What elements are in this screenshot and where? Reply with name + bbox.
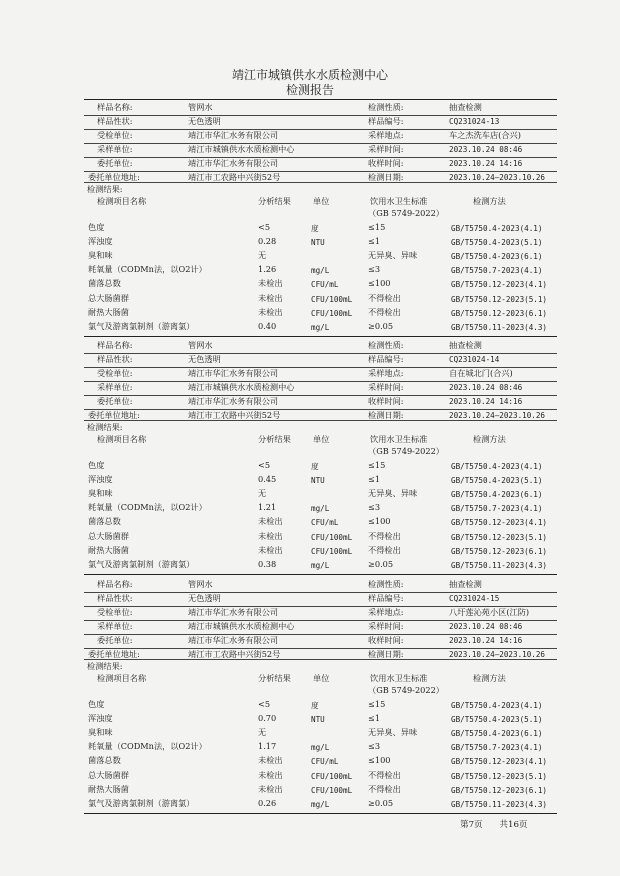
test-item: 色度 xyxy=(88,222,105,232)
test-method: GB/T5750.4-2023(5.1) xyxy=(451,238,543,247)
test-standard: 无异臭、异味 xyxy=(368,250,418,260)
test-standard: ≤15 xyxy=(368,222,386,232)
col-unit-header: 单位 xyxy=(313,196,330,206)
field-value: 2023.10.24—2023.10.26 xyxy=(449,173,546,182)
test-unit: NTU xyxy=(311,715,325,724)
test-unit: mg/L xyxy=(311,561,330,570)
test-result: 1.26 xyxy=(258,264,277,274)
test-item: 总大肠菌群 xyxy=(88,770,129,780)
test-result: 1.17 xyxy=(258,741,277,751)
test-method: GB/T5750.4-2023(4.1) xyxy=(451,701,543,710)
test-standard: ≤1 xyxy=(368,474,381,484)
test-method: GB/T5750.11-2023(4.3) xyxy=(451,800,548,809)
field-value: 抽查检测 xyxy=(449,340,482,350)
test-item: 耗氧量（CODMn法，以O2计） xyxy=(88,264,207,274)
test-result: 未检出 xyxy=(258,278,283,288)
test-result: 未检出 xyxy=(258,755,283,765)
field-value: 八圩莲沁苑小区(江防) xyxy=(449,607,530,617)
test-standard: ≤100 xyxy=(368,516,391,526)
top-rule xyxy=(84,99,557,100)
test-method: GB/T5750.12-2023(5.1) xyxy=(451,533,548,542)
test-item: 耐热大肠菌 xyxy=(88,307,129,317)
col-standard-code: （GB 5749-2022） xyxy=(368,685,444,695)
test-method: GB/T5750.12-2023(5.1) xyxy=(451,772,548,781)
col-result-header: 分析结果 xyxy=(258,673,291,683)
test-unit: CFU/100mL xyxy=(311,772,353,781)
test-unit: NTU xyxy=(311,476,325,485)
test-standard: 不得检出 xyxy=(368,770,401,780)
test-standard: 不得检出 xyxy=(368,293,401,303)
test-method: GB/T5750.12-2023(6.1) xyxy=(451,309,548,318)
field-value: 靖江市工农路中兴街52号 xyxy=(188,410,281,420)
field-label: 样品性状: xyxy=(97,593,133,603)
field-label: 检测日期: xyxy=(368,410,404,420)
test-result: 0.28 xyxy=(258,236,277,246)
field-value: 靖江市城镇供水水质检测中心 xyxy=(188,144,295,154)
test-method: GB/T5750.4-2023(4.1) xyxy=(451,224,543,233)
test-unit: 度 xyxy=(311,224,319,233)
test-standard: ≤100 xyxy=(368,755,391,765)
test-result: 0.26 xyxy=(258,798,277,808)
test-unit: CFU/100mL xyxy=(311,786,353,795)
test-item: 色度 xyxy=(88,699,105,709)
header-rule xyxy=(84,182,557,183)
test-item: 总大肠菌群 xyxy=(88,293,129,303)
test-unit: CFU/mL xyxy=(311,757,339,766)
test-item: 耗氧量（CODMn法，以O2计） xyxy=(88,741,207,751)
test-result: 未检出 xyxy=(258,307,283,317)
field-value: 管网水 xyxy=(188,579,213,589)
test-method: GB/T5750.12-2023(5.1) xyxy=(451,295,548,304)
test-unit: mg/L xyxy=(311,800,330,809)
test-result: <5 xyxy=(258,699,271,709)
field-label: 检测日期: xyxy=(368,649,404,659)
field-label: 采样地点: xyxy=(368,130,404,140)
test-standard: 不得检出 xyxy=(368,784,401,794)
field-value: 管网水 xyxy=(188,340,213,350)
report-org-title: 靖江市城镇供水水质检测中心 xyxy=(231,68,388,82)
test-standard: ≤1 xyxy=(368,236,381,246)
col-unit-header: 单位 xyxy=(313,673,330,683)
test-result: 1.21 xyxy=(258,502,277,512)
test-item: 臭和味 xyxy=(88,250,113,260)
field-value: 靖江市城镇供水水质检测中心 xyxy=(188,621,295,631)
results-label: 检测结果: xyxy=(87,422,123,432)
field-value: 无色透明 xyxy=(188,116,221,126)
page-number: 第7页 xyxy=(460,820,483,830)
test-result: 无 xyxy=(258,488,267,498)
col-result-header: 分析结果 xyxy=(258,196,291,206)
field-value: 靖江市华汇水务有限公司 xyxy=(188,396,279,406)
test-unit: CFU/mL xyxy=(311,518,339,527)
field-value: 靖江市华汇水务有限公司 xyxy=(188,635,279,645)
test-item: 总大肠菌群 xyxy=(88,531,129,541)
field-label: 委托单位地址: xyxy=(88,172,140,182)
col-result-header: 分析结果 xyxy=(258,434,291,444)
field-label: 采样时间: xyxy=(368,144,404,154)
test-standard: ≥0.05 xyxy=(368,798,394,808)
field-value: 无色透明 xyxy=(188,354,221,364)
test-result: 0.40 xyxy=(258,321,277,331)
test-result: 未检出 xyxy=(258,545,283,555)
test-standard: ≥0.05 xyxy=(368,321,394,331)
test-item: 浑浊度 xyxy=(88,474,113,484)
test-unit: CFU/100mL xyxy=(311,533,353,542)
field-label: 委托单位: xyxy=(97,635,133,645)
results-label: 检测结果: xyxy=(87,661,123,671)
test-item: 菌落总数 xyxy=(88,516,121,526)
test-result: 未检出 xyxy=(258,293,283,303)
test-standard: ≤15 xyxy=(368,460,386,470)
field-value: 2023.10.24—2023.10.26 xyxy=(449,650,546,659)
field-label: 委托单位地址: xyxy=(88,649,140,659)
test-result: 无 xyxy=(258,727,267,737)
test-method: GB/T5750.12-2023(6.1) xyxy=(451,786,548,795)
page-total: 共16页 xyxy=(499,820,528,830)
field-label: 采样单位: xyxy=(97,621,133,631)
test-item: 氯气及游离氯制剂（游离氯） xyxy=(88,798,195,808)
field-label: 受检单位: xyxy=(97,130,133,140)
header-rule xyxy=(84,420,557,421)
field-value: 无色透明 xyxy=(188,593,221,603)
field-value: CQ231024-13 xyxy=(449,117,500,126)
test-unit: CFU/100mL xyxy=(311,547,353,556)
test-result: <5 xyxy=(258,460,271,470)
test-standard: 无异臭、异味 xyxy=(368,488,418,498)
test-unit: 度 xyxy=(311,701,319,710)
test-method: GB/T5750.11-2023(4.3) xyxy=(451,561,548,570)
test-item: 色度 xyxy=(88,460,105,470)
col-standard-code: （GB 5749-2022） xyxy=(368,208,444,218)
test-standard: 无异臭、异味 xyxy=(368,727,418,737)
test-result: 0.70 xyxy=(258,713,277,723)
col-standard-header: 饮用水卫生标准 xyxy=(370,196,428,206)
field-label: 样品编号: xyxy=(368,116,404,126)
section-end-rule xyxy=(84,574,557,575)
field-value: 2023.10.24—2023.10.26 xyxy=(449,411,546,420)
test-result: 未检出 xyxy=(258,516,283,526)
field-label: 收样时间: xyxy=(368,635,404,645)
header-rule xyxy=(84,659,557,660)
test-method: GB/T5750.12-2023(4.1) xyxy=(451,757,548,766)
test-item: 氯气及游离氯制剂（游离氯） xyxy=(88,321,195,331)
field-value: 靖江市华汇水务有限公司 xyxy=(188,607,279,617)
field-label: 检测日期: xyxy=(368,172,404,182)
field-label: 样品编号: xyxy=(368,593,404,603)
field-label: 受检单位: xyxy=(97,368,133,378)
test-result: 未检出 xyxy=(258,784,283,794)
page-footer xyxy=(460,818,542,830)
field-value: 2023.10.24 14:16 xyxy=(449,636,523,645)
field-value: 2023.10.24 08:46 xyxy=(449,145,523,154)
test-method: GB/T5750.4-2023(6.1) xyxy=(451,490,543,499)
field-label: 委托单位: xyxy=(97,396,133,406)
field-label: 采样单位: xyxy=(97,144,133,154)
field-label: 受检单位: xyxy=(97,607,133,617)
report-title: 检测报告 xyxy=(285,83,334,97)
test-result: 未检出 xyxy=(258,531,283,541)
test-standard: 不得检出 xyxy=(368,545,401,555)
field-label: 委托单位地址: xyxy=(88,410,140,420)
test-item: 浑浊度 xyxy=(88,236,113,246)
section-end-rule xyxy=(84,813,557,814)
test-item: 菌落总数 xyxy=(88,755,121,765)
test-standard: ≤1 xyxy=(368,713,381,723)
field-value: 靖江市华汇水务有限公司 xyxy=(188,130,279,140)
test-item: 臭和味 xyxy=(88,727,113,737)
test-standard: 不得检出 xyxy=(368,307,401,317)
test-method: GB/T5750.7-2023(4.1) xyxy=(451,504,543,513)
field-label: 采样时间: xyxy=(368,621,404,631)
field-label: 采样地点: xyxy=(368,368,404,378)
col-method-header: 检测方法 xyxy=(473,196,506,206)
field-label: 样品名称: xyxy=(97,340,133,350)
field-value: 自在城北门(合兴) xyxy=(449,368,513,378)
test-item: 浑浊度 xyxy=(88,713,113,723)
field-label: 样品性状: xyxy=(97,354,133,364)
field-label: 检测性质: xyxy=(368,102,404,112)
test-standard: ≤3 xyxy=(368,264,381,274)
test-item: 氯气及游离氯制剂（游离氯） xyxy=(88,559,195,569)
test-result: 未检出 xyxy=(258,770,283,780)
field-value: 靖江市华汇水务有限公司 xyxy=(188,158,279,168)
test-standard: ≤3 xyxy=(368,741,381,751)
field-value: 2023.10.24 08:46 xyxy=(449,383,523,392)
test-unit: mg/L xyxy=(311,323,330,332)
test-item: 菌落总数 xyxy=(88,278,121,288)
test-unit: 度 xyxy=(311,462,319,471)
col-method-header: 检测方法 xyxy=(473,434,506,444)
field-label: 样品名称: xyxy=(97,579,133,589)
test-standard: ≤100 xyxy=(368,278,391,288)
field-label: 采样时间: xyxy=(368,382,404,392)
col-standard-code: （GB 5749-2022） xyxy=(368,446,444,456)
field-label: 检测性质: xyxy=(368,579,404,589)
field-label: 样品性状: xyxy=(97,116,133,126)
test-method: GB/T5750.12-2023(4.1) xyxy=(451,280,548,289)
test-standard: ≤15 xyxy=(368,699,386,709)
test-item: 臭和味 xyxy=(88,488,113,498)
field-value: CQ231024-14 xyxy=(449,355,500,364)
section-end-rule xyxy=(84,336,557,337)
col-method-header: 检测方法 xyxy=(473,673,506,683)
col-item-header: 检测项目名称 xyxy=(97,434,147,444)
field-label: 样品名称: xyxy=(97,102,133,112)
test-result: 0.38 xyxy=(258,559,277,569)
field-label: 样品编号: xyxy=(368,354,404,364)
test-method: GB/T5750.4-2023(5.1) xyxy=(451,715,543,724)
field-value: 靖江市华汇水务有限公司 xyxy=(188,368,279,378)
test-unit: NTU xyxy=(311,238,325,247)
col-standard-header: 饮用水卫生标准 xyxy=(370,673,428,683)
field-value: 2023.10.24 14:16 xyxy=(449,397,523,406)
field-value: 靖江市工农路中兴街52号 xyxy=(188,172,281,182)
test-unit: CFU/100mL xyxy=(311,309,353,318)
field-value: CQ231024-15 xyxy=(449,594,500,603)
test-method: GB/T5750.12-2023(6.1) xyxy=(451,547,548,556)
col-standard-header: 饮用水卫生标准 xyxy=(370,434,428,444)
field-label: 委托单位: xyxy=(97,158,133,168)
test-method: GB/T5750.4-2023(6.1) xyxy=(451,729,543,738)
field-label: 采样地点: xyxy=(368,607,404,617)
test-unit: mg/L xyxy=(311,743,330,752)
field-label: 收样时间: xyxy=(368,158,404,168)
field-label: 检测性质: xyxy=(368,340,404,350)
field-label: 收样时间: xyxy=(368,396,404,406)
field-value: 2023.10.24 14:16 xyxy=(449,159,523,168)
test-unit: CFU/mL xyxy=(311,280,339,289)
col-item-header: 检测项目名称 xyxy=(97,673,147,683)
col-unit-header: 单位 xyxy=(313,434,330,444)
test-method: GB/T5750.7-2023(4.1) xyxy=(451,266,543,275)
test-item: 耐热大肠菌 xyxy=(88,545,129,555)
field-label: 采样单位: xyxy=(97,382,133,392)
test-result: <5 xyxy=(258,222,271,232)
test-method: GB/T5750.11-2023(4.3) xyxy=(451,323,548,332)
test-method: GB/T5750.4-2023(6.1) xyxy=(451,252,543,261)
test-method: GB/T5750.12-2023(4.1) xyxy=(451,518,548,527)
test-result: 0.45 xyxy=(258,474,277,484)
test-standard: 不得检出 xyxy=(368,531,401,541)
field-value: 靖江市工农路中兴街52号 xyxy=(188,649,281,659)
col-item-header: 检测项目名称 xyxy=(97,196,147,206)
test-standard: ≤3 xyxy=(368,502,381,512)
field-value: 车之杰洗车店(合兴) xyxy=(449,130,521,140)
field-value: 抽查检测 xyxy=(449,102,482,112)
test-method: GB/T5750.4-2023(5.1) xyxy=(451,476,543,485)
test-unit: mg/L xyxy=(311,266,330,275)
test-item: 耐热大肠菌 xyxy=(88,784,129,794)
field-value: 靖江市城镇供水水质检测中心 xyxy=(188,382,295,392)
test-item: 耗氧量（CODMn法，以O2计） xyxy=(88,502,207,512)
field-value: 2023.10.24 08:46 xyxy=(449,622,523,631)
test-method: GB/T5750.7-2023(4.1) xyxy=(451,743,543,752)
test-unit: mg/L xyxy=(311,504,330,513)
test-standard: ≥0.05 xyxy=(368,559,394,569)
results-label: 检测结果: xyxy=(87,184,123,194)
field-value: 抽查检测 xyxy=(449,579,482,589)
field-value: 管网水 xyxy=(188,102,213,112)
test-method: GB/T5750.4-2023(4.1) xyxy=(451,462,543,471)
test-result: 无 xyxy=(258,250,267,260)
test-unit: CFU/100mL xyxy=(311,295,353,304)
